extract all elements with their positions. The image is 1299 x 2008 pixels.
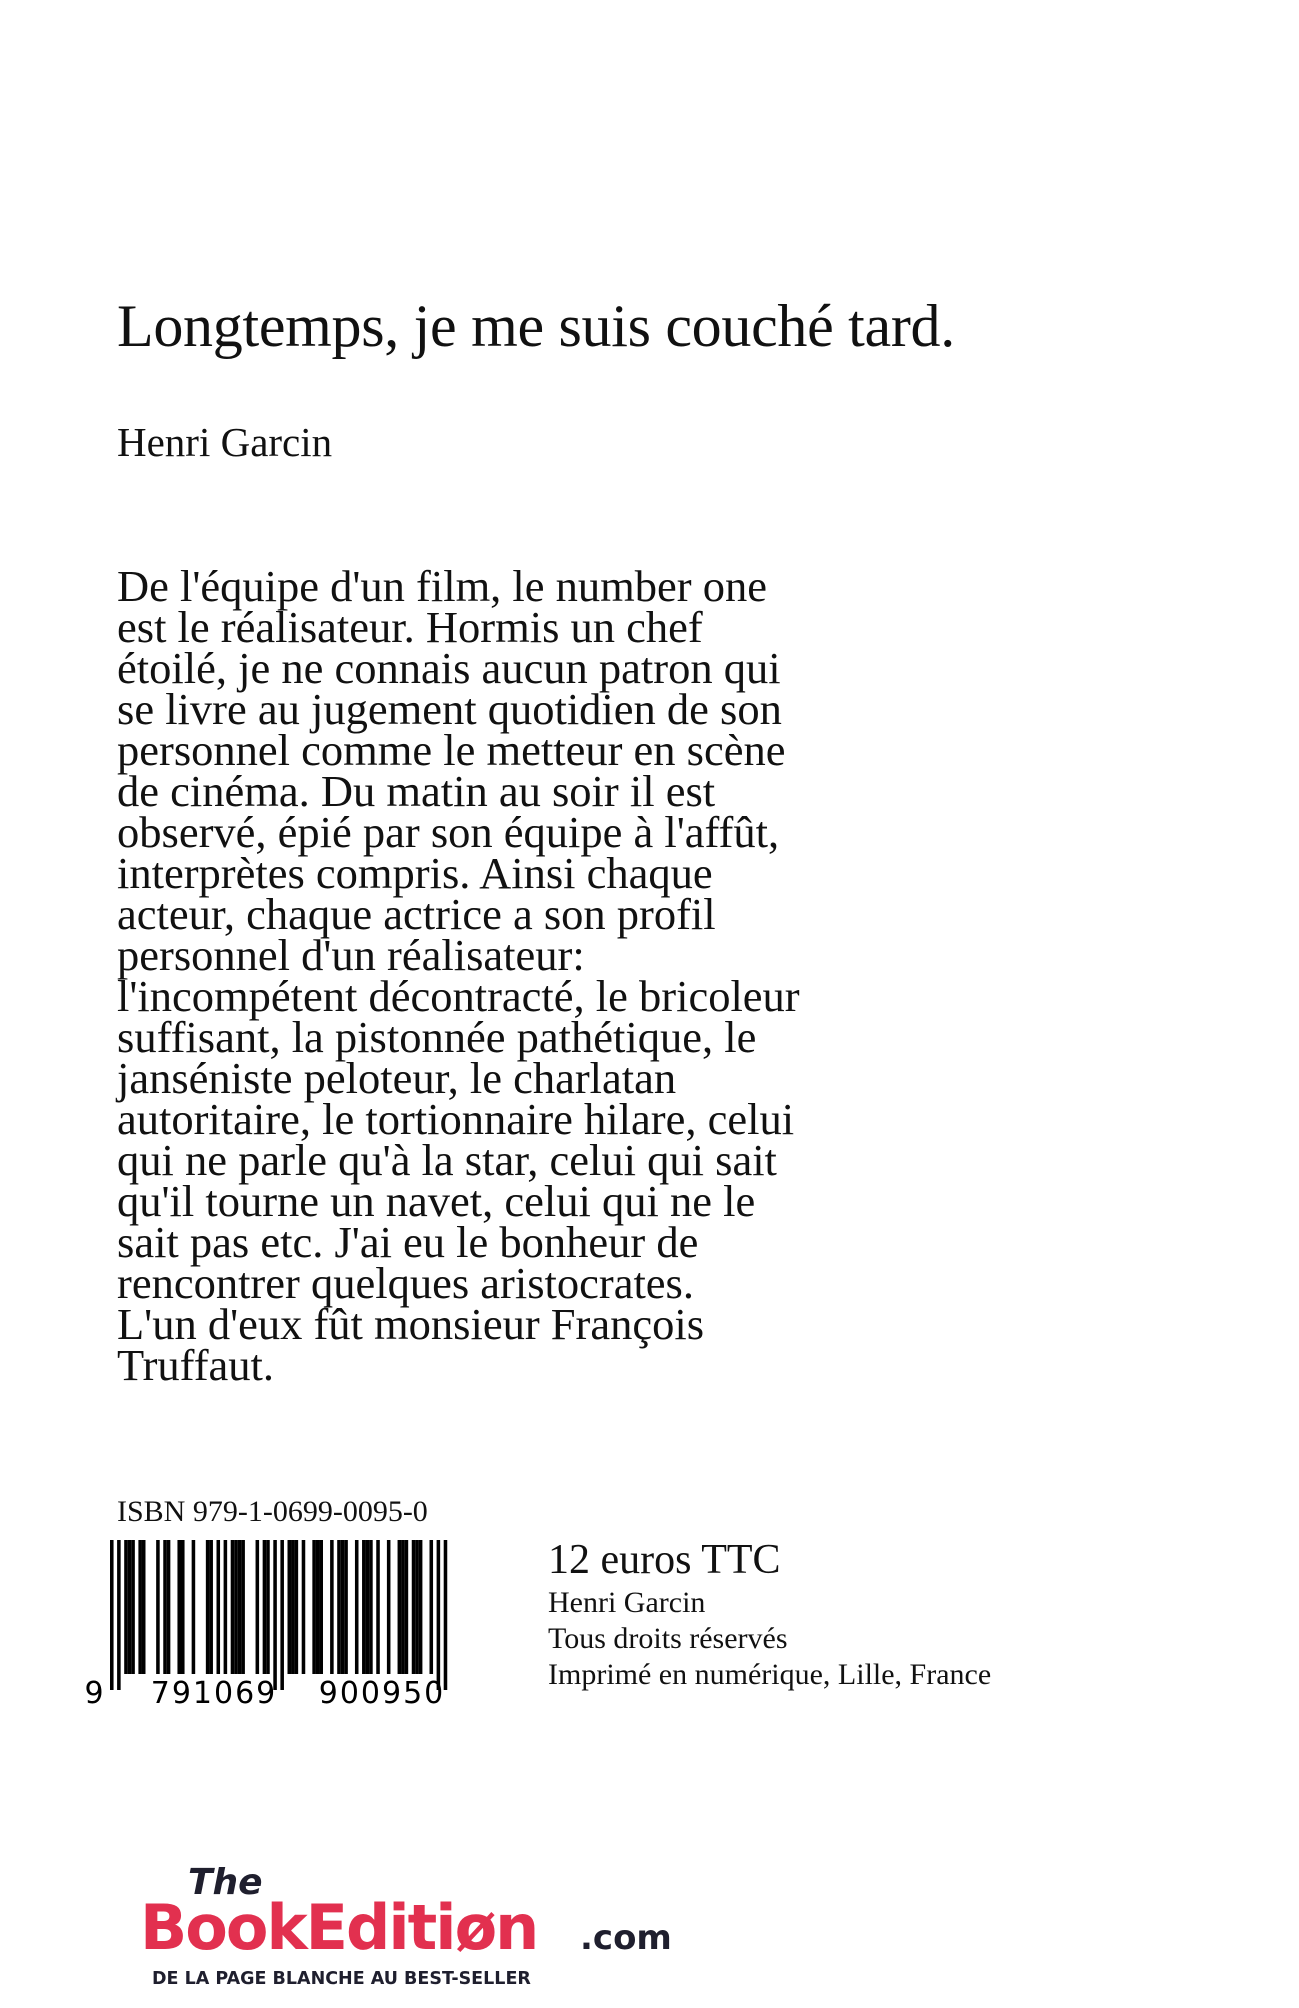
barcode-bar: [398, 1540, 402, 1674]
barcode-bar: [280, 1540, 284, 1690]
barcode-bar: [117, 1540, 121, 1690]
barcode-bar: [415, 1540, 419, 1674]
barcode-bar: [295, 1540, 299, 1674]
rights-notice: Tous droits réservés: [548, 1622, 788, 1656]
barcode-bar: [263, 1540, 267, 1674]
barcode-bar: [177, 1540, 181, 1674]
blurb-line: personnel comme le metteur en scène: [117, 725, 786, 775]
logo-domain: .com: [580, 1918, 672, 1958]
barcode-bar: [124, 1540, 128, 1674]
barcode-bar: [110, 1540, 114, 1690]
barcode-bar: [319, 1540, 323, 1674]
barcode-bar: [142, 1540, 146, 1674]
barcode-left-digits: 791069: [150, 1676, 278, 1710]
barcode-bar: [224, 1540, 228, 1674]
barcode-bars: [110, 1540, 447, 1690]
blurb-line: De l'équipe d'un film, le number one: [117, 561, 767, 611]
blurb-line: l'incompétent décontracté, le bricoleur: [117, 971, 800, 1021]
barcode-bar: [231, 1540, 235, 1674]
barcode-bar: [241, 1540, 245, 1674]
barcode-bar: [362, 1540, 366, 1674]
barcode-bar: [387, 1540, 391, 1674]
barcode-right-digits: 900950: [318, 1676, 446, 1710]
barcode-bar: [209, 1540, 213, 1674]
publisher-logo: [140, 1854, 700, 1994]
barcode-bar: [238, 1540, 242, 1674]
barcode-bar: [437, 1540, 441, 1690]
author-name: Henri Garcin: [117, 419, 333, 465]
barcode-bar: [266, 1540, 270, 1674]
barcode-bar: [344, 1540, 348, 1674]
logo-the: The: [188, 1862, 263, 1903]
barcode-bar: [430, 1540, 434, 1674]
isbn-barcode: [80, 1540, 480, 1710]
barcode-bar: [341, 1540, 345, 1674]
barcode-bar: [405, 1540, 409, 1674]
barcode-bar: [312, 1540, 316, 1674]
barcode-bar: [316, 1540, 320, 1674]
blurb-line: étoilé, je ne connais aucun patron qui: [117, 643, 781, 693]
blurb-line: sait pas etc. J'ai eu le bonheur de: [117, 1217, 699, 1267]
barcode-bar: [376, 1540, 380, 1674]
barcode-bar: [128, 1540, 132, 1674]
blurb-line: se livre au jugement quotidien de son: [117, 684, 782, 734]
barcode-bar: [355, 1540, 359, 1674]
logo-bookedition: BookEditiøn: [140, 1891, 538, 1964]
blurb-line: autoritaire, le tortionnaire hilare, celui: [117, 1094, 795, 1144]
print-location: Imprimé en numérique, Lille, France: [548, 1658, 992, 1692]
barcode-bar: [167, 1540, 171, 1674]
barcode-bar: [181, 1540, 185, 1674]
blurb-line: Truffaut.: [117, 1340, 275, 1390]
isbn-label: ISBN 979-1-0699-0095-0: [117, 1495, 428, 1528]
barcode-bar: [302, 1540, 306, 1674]
blurb-line: acteur, chaque actrice a son profil: [117, 889, 716, 939]
barcode-bar: [131, 1540, 135, 1674]
imprint-block: [548, 1535, 991, 1693]
barcode-bar: [337, 1540, 341, 1674]
barcode-bar: [234, 1540, 238, 1674]
barcode-bar: [206, 1540, 210, 1674]
barcode-bar: [273, 1540, 277, 1690]
barcode-bar: [419, 1540, 423, 1674]
barcode-bar: [256, 1540, 260, 1674]
barcode-bar: [444, 1540, 448, 1690]
barcode-bar: [401, 1540, 405, 1674]
barcode-bar: [192, 1540, 196, 1674]
barcode-bar: [369, 1540, 373, 1674]
barcode-bar: [412, 1540, 416, 1674]
blurb-line: personnel d'un réalisateur:: [117, 930, 585, 980]
barcode-bar: [330, 1540, 334, 1674]
blurb-line: de cinéma. Du matin au soir il est: [117, 766, 716, 816]
blurb-line: interprètes compris. Ainsi chaque: [117, 848, 713, 898]
back-cover-blurb: [117, 561, 1017, 1390]
barcode-bar: [217, 1540, 221, 1674]
imprint-author: Henri Garcin: [548, 1586, 706, 1620]
barcode-first-digit: 9: [84, 1676, 104, 1710]
price: 12 euros TTC: [548, 1537, 781, 1583]
blurb-line: qu'il tourne un navet, celui qui ne le: [117, 1176, 756, 1226]
blurb-line: suffisant, la pistonnée pathétique, le: [117, 1012, 757, 1062]
logo-tagline: DE LA PAGE BLANCHE AU BEST-SELLER: [152, 1969, 531, 1989]
blurb-line: rencontrer quelques aristocrates.: [117, 1258, 695, 1308]
blurb-line: janséniste peloteur, le charlatan: [117, 1053, 677, 1103]
blurb-line: observé, épié par son équipe à l'affût,: [117, 807, 780, 857]
blurb-line: qui ne parle qu'à la star, celui qui sait: [117, 1135, 777, 1185]
barcode-bar: [163, 1540, 167, 1674]
barcode-bar: [138, 1540, 142, 1674]
logo-feather-o: ø: [454, 1891, 496, 1964]
blurb-line: L'un d'eux fût monsieur François: [117, 1299, 705, 1349]
book-title: Longtemps, je me suis couché tard.: [117, 293, 955, 359]
barcode-bar: [288, 1540, 292, 1674]
blurb-line: est le réalisateur. Hormis un chef: [117, 602, 703, 652]
barcode-bar: [156, 1540, 160, 1674]
barcode-bar: [366, 1540, 370, 1674]
barcode-bar: [291, 1540, 295, 1674]
